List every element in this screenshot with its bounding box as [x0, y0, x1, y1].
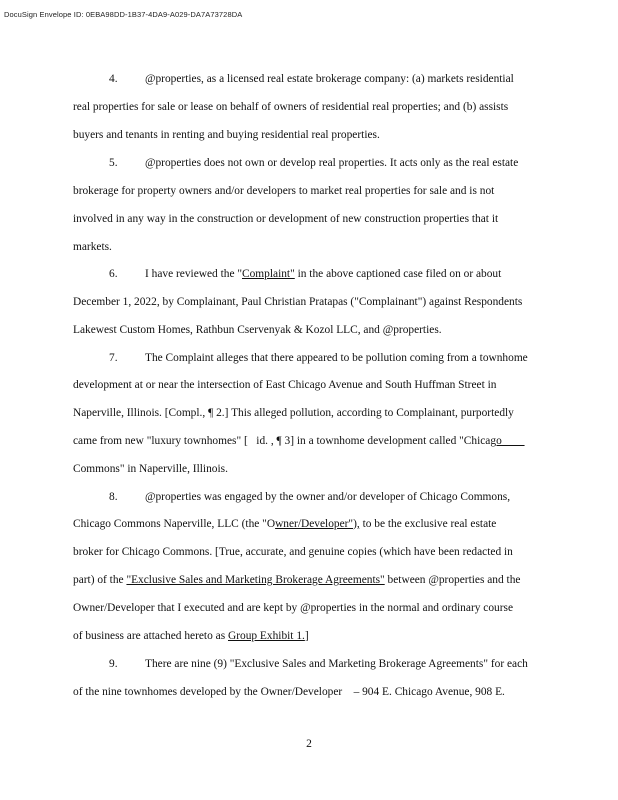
paragraph-7-line-5: Commons" in Naperville, Illinois.: [73, 463, 228, 475]
paragraph-8-line-4: [73, 574, 520, 587]
paragraph-text: @properties does not own or develop real properties. It acts only as the real estate: [145, 157, 519, 169]
paragraph-4-line-1: [73, 73, 514, 86]
paragraph-text: between @properties and the: [384, 574, 521, 586]
paragraph-7-line-1: [73, 352, 528, 365]
paragraph-9-line-1: [73, 658, 528, 671]
paragraph-text: The Complaint alleges that there appeared to be pollution coming from a townhome: [145, 352, 528, 364]
paragraph-6-line-2: December 1, 2022, by Complainant, Paul Christian Pratapas ("Complainant") against Respondents: [73, 296, 523, 308]
paragraph-text: Chicago Commons Naperville, LLC (the "O: [73, 518, 276, 530]
paragraph-4-line-2: real properties for sale or lease on behalf of owners of residential real properties; and (b) assists: [73, 101, 509, 113]
paragraph-7-line-3: Naperville, Illinois. [Compl., ¶ 2.] This alleged pollution, according to Complainant, purportedly: [73, 407, 514, 419]
paragraph-text: ]: [304, 630, 309, 642]
paragraph-8-line-2: [73, 518, 496, 531]
paragraph-number: 5.: [109, 157, 118, 169]
paragraph-8-line-6: [73, 630, 309, 643]
owner-developer-defined-term: wner/Developer"),: [275, 518, 360, 530]
paragraph-text: came from new "luxury townhomes" [ id. , ¶ 3] in a townhome development called "Chica: [73, 435, 491, 447]
paragraph-7-line-4: [73, 435, 525, 448]
paragraph-5-line-1: [73, 157, 518, 170]
paragraph-text: of business are attached hereto as: [73, 630, 228, 642]
paragraph-number: 4.: [109, 73, 118, 85]
paragraph-6-line-1: [73, 268, 501, 281]
paragraph-text: to be the exclusive real estate: [359, 518, 497, 530]
paragraph-text: I have reviewed the ": [145, 268, 242, 280]
paragraph-number: 7.: [109, 352, 118, 364]
paragraph-5-line-4: markets.: [73, 241, 112, 253]
paragraph-8-line-3: broker for Chicago Commons. [True, accurate, and genuine copies (which have been redacted in: [73, 546, 513, 558]
paragraph-text: There are nine (9) "Exclusive Sales and Marketing Brokerage Agreements" for each: [145, 658, 528, 670]
paragraph-text: @properties was engaged by the owner and/or developer of Chicago Commons,: [145, 491, 511, 503]
paragraph-number: 6.: [109, 268, 118, 280]
paragraph-8-line-1: [73, 491, 510, 504]
complaint-defined-term: Complaint": [242, 268, 295, 280]
chicago-commons-underlined: go: [490, 435, 525, 447]
group-exhibit-1-reference: Group Exhibit 1.: [227, 630, 305, 642]
paragraph-text: in the above captioned case filed on or about: [294, 268, 502, 280]
paragraph-5-line-3: involved in any way in the construction or development of new construction properties that it: [73, 213, 499, 225]
paragraph-9-line-2: of the nine townhomes developed by the Owner/Developer – 904 E. Chicago Avenue, 908 E.: [73, 686, 505, 698]
paragraph-4-line-3: buyers and tenants in renting and buying residential real properties.: [73, 129, 380, 141]
paragraph-8-line-5: Owner/Developer that I executed and are kept by @properties in the normal and ordinary course: [73, 602, 514, 614]
paragraph-6-line-3: Lakewest Custom Homes, Rathbun Cservenyak & Kozol LLC, and @properties.: [73, 324, 442, 336]
paragraph-7-line-2: development at or near the intersection of East Chicago Avenue and South Huffman Street in: [73, 379, 497, 391]
paragraph-text: @properties, as a licensed real estate brokerage company: (a) markets residential: [145, 73, 514, 85]
docusign-envelope-id: DocuSign Envelope ID: 0EBA98DD-1B37-4DA9-A029-DA7A73728DA: [4, 10, 243, 19]
paragraph-number: 9.: [109, 658, 118, 670]
paragraph-number: 8.: [109, 491, 118, 503]
agreements-defined-term: "Exclusive Sales and Marketing Brokerage Agreements": [126, 574, 385, 586]
paragraph-text: part) of the: [73, 574, 127, 586]
paragraph-5-line-2: brokerage for property owners and/or developers to market real properties for sale and is not: [73, 185, 495, 197]
page-number: 2: [306, 738, 312, 750]
